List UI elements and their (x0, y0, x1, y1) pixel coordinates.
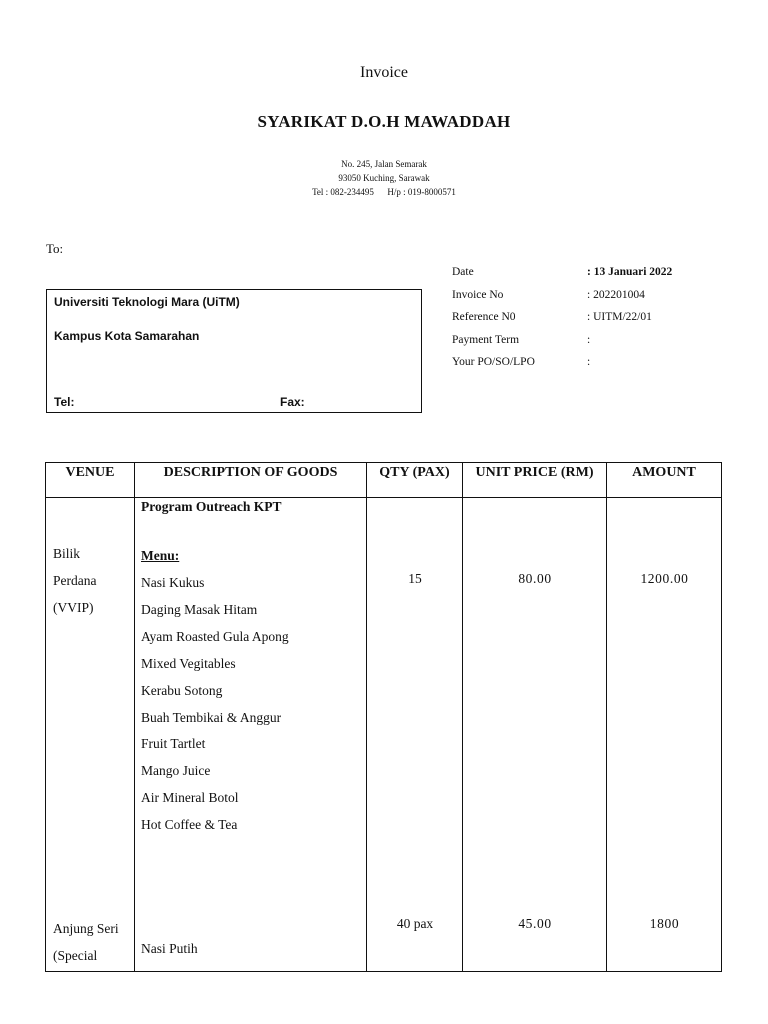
company-address-line2: 93050 Kuching, Sarawak (338, 173, 430, 183)
venue-cell (46, 498, 135, 972)
customer-tel-label: Tel: (54, 395, 75, 409)
meta-date-label: Date (452, 266, 474, 278)
meta-invoice-no-value: : 202201004 (587, 289, 645, 301)
menu-item: Fruit Tartlet (141, 736, 206, 751)
meta-payment-term-label: Payment Term (452, 334, 520, 346)
meta-po-value: : (587, 356, 591, 368)
meta-payment-term-value: : (587, 334, 591, 346)
table-header-row (46, 463, 722, 498)
menu-item: Air Mineral Botol (141, 790, 239, 805)
to-label: To: (46, 241, 64, 256)
item-2-qty: 40 pax (396, 916, 434, 931)
invoice-title: Invoice (360, 64, 408, 81)
item-2-amount: 1800 (649, 916, 680, 931)
company-contact: Tel : 082-234495 H/p : 019-8000571 (312, 187, 456, 197)
venue-1-line1: Bilik (53, 546, 81, 561)
program-name: Program Outreach KPT (141, 499, 282, 514)
menu-item: Kerabu Sotong (141, 683, 223, 698)
item-2-unit-price: 45.00 (518, 916, 552, 931)
description-cell (135, 498, 367, 972)
customer-address-box (46, 289, 422, 413)
item-1-qty: 15 (408, 571, 422, 586)
table-row (46, 498, 722, 972)
meta-date-value: : 13 Januari 2022 (587, 266, 673, 278)
menu-item: Hot Coffee & Tea (141, 817, 238, 832)
header-venue: VENUE (46, 463, 135, 498)
item-1-unit-price: 80.00 (518, 571, 552, 586)
customer-name: Universiti Teknologi Mara (UiTM) (54, 295, 240, 309)
venue-2-line2: (Special (53, 948, 98, 963)
meta-reference-label: Reference N0 (452, 311, 516, 323)
amount-cell (607, 498, 722, 972)
header-unit-price: UNIT PRICE (RM) (463, 463, 607, 498)
unit-price-cell (463, 498, 607, 972)
item-2-description: Nasi Putih (141, 941, 198, 956)
customer-fax-label: Fax: (280, 395, 305, 409)
meta-invoice-no-label: Invoice No (452, 289, 504, 301)
menu-label: Menu: (141, 548, 180, 563)
header-amount: AMOUNT (607, 463, 722, 498)
menu-item: Daging Masak Hitam (141, 602, 258, 617)
venue-2-line1: Anjung Seri (53, 921, 119, 936)
goods-table (45, 462, 722, 972)
company-address-line1: No. 245, Jalan Semarak (341, 159, 427, 169)
menu-item: Nasi Kukus (141, 575, 205, 590)
item-1-amount: 1200.00 (640, 571, 689, 586)
venue-1-line2: Perdana (53, 573, 97, 588)
menu-item: Mango Juice (141, 763, 211, 778)
menu-item: Mixed Vegitables (141, 656, 236, 671)
menu-item: Buah Tembikai & Anggur (141, 710, 282, 725)
qty-cell (367, 498, 463, 972)
venue-1-line3: (VVIP) (53, 600, 94, 615)
company-name: SYARIKAT D.O.H MAWADDAH (257, 112, 511, 131)
meta-po-label: Your PO/SO/LPO (452, 356, 535, 368)
menu-item: Ayam Roasted Gula Apong (141, 629, 289, 644)
meta-reference-value: : UITM/22/01 (587, 311, 652, 323)
header-qty: QTY (PAX) (367, 463, 463, 498)
customer-campus: Kampus Kota Samarahan (54, 329, 200, 343)
header-description: DESCRIPTION OF GOODS (135, 463, 367, 498)
